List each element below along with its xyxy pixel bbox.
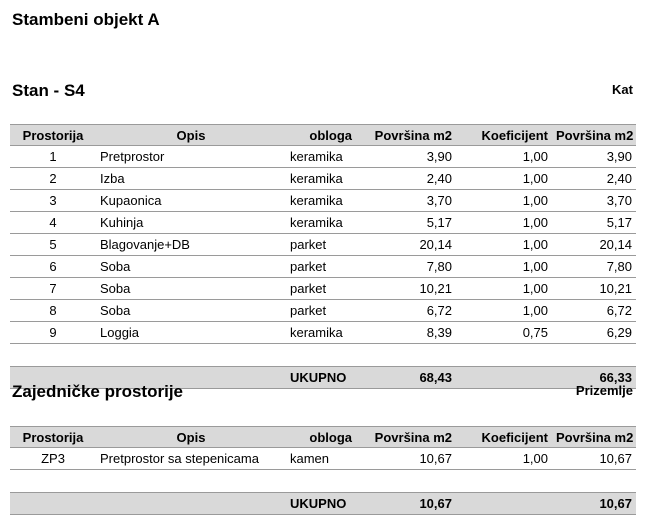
- cell-opis: Pretprostor: [96, 146, 286, 168]
- table-row: [10, 190, 636, 212]
- cell-koeficijent: 1,00: [456, 278, 552, 300]
- cell-prostorija: 2: [10, 168, 96, 190]
- total-row: [10, 493, 636, 515]
- table-row: [10, 300, 636, 322]
- cell-obloga: parket: [286, 278, 356, 300]
- cell-prostorija: 7: [10, 278, 96, 300]
- total-area: 10,67: [356, 493, 456, 515]
- cell-povrsina-weighted: 10,67: [552, 448, 636, 470]
- cell-koeficijent: 1,00: [456, 300, 552, 322]
- cell-opis: Kuhinja: [96, 212, 286, 234]
- cell-opis: Soba: [96, 278, 286, 300]
- cell-prostorija: 3: [10, 190, 96, 212]
- header-opis: Opis: [96, 427, 286, 448]
- cell-povrsina-weighted: 6,29: [552, 322, 636, 344]
- table-row: [10, 322, 636, 344]
- floor-label-kat: Kat: [612, 82, 633, 97]
- header-prostorija: Prostorija: [10, 125, 96, 146]
- page-title: Stambeni objekt A: [12, 10, 160, 29]
- table-row: [10, 234, 636, 256]
- total-weighted-area: 66,33: [552, 367, 636, 389]
- table-row: [10, 448, 636, 470]
- cell-koeficijent: 1,00: [456, 212, 552, 234]
- cell-opis: Blagovanje+DB: [96, 234, 286, 256]
- cell-obloga: parket: [286, 256, 356, 278]
- cell-povrsina-weighted: 10,21: [552, 278, 636, 300]
- table-header-row: [10, 427, 636, 448]
- cell-opis: Soba: [96, 300, 286, 322]
- total-label: UKUPNO: [286, 367, 356, 389]
- common-rooms-table: [10, 426, 636, 515]
- cell-povrsina: 7,80: [356, 256, 456, 278]
- cell-povrsina: 5,17: [356, 212, 456, 234]
- table-row: [10, 212, 636, 234]
- cell-povrsina-weighted: 7,80: [552, 256, 636, 278]
- floor-label-prizemlje: Prizemlje: [575, 383, 633, 398]
- cell-obloga: keramika: [286, 146, 356, 168]
- header-opis: Opis: [96, 125, 286, 146]
- cell-povrsina: 20,14: [356, 234, 456, 256]
- cell-povrsina: 10,67: [356, 448, 456, 470]
- header-povrsina-weighted: Površina m2: [552, 427, 636, 448]
- cell-prostorija: 1: [10, 146, 96, 168]
- header-obloga: obloga: [286, 125, 356, 146]
- cell-koeficijent: 1,00: [456, 190, 552, 212]
- cell-obloga: kamen: [286, 448, 356, 470]
- cell-prostorija: ZP3: [10, 448, 96, 470]
- section-title-stan: Stan - S4: [12, 81, 85, 100]
- table-row: [10, 278, 636, 300]
- cell-povrsina-weighted: 6,72: [552, 300, 636, 322]
- cell-povrsina-weighted: 2,40: [552, 168, 636, 190]
- cell-prostorija: 5: [10, 234, 96, 256]
- cell-opis: Pretprostor sa stepenicama: [96, 448, 286, 470]
- total-area: 68,43: [356, 367, 456, 389]
- cell-koeficijent: 1,00: [456, 256, 552, 278]
- cell-povrsina-weighted: 3,90: [552, 146, 636, 168]
- header-povrsina-weighted: Površina m2: [552, 125, 636, 146]
- cell-povrsina: 10,21: [356, 278, 456, 300]
- cell-opis: Soba: [96, 256, 286, 278]
- table-row: [10, 168, 636, 190]
- header-povrsina: Površina m2: [356, 427, 456, 448]
- cell-obloga: keramika: [286, 322, 356, 344]
- cell-obloga: parket: [286, 300, 356, 322]
- cell-koeficijent: 1,00: [456, 146, 552, 168]
- cell-prostorija: 8: [10, 300, 96, 322]
- table-row: [10, 256, 636, 278]
- cell-obloga: keramika: [286, 168, 356, 190]
- cell-prostorija: 4: [10, 212, 96, 234]
- cell-opis: Kupaonica: [96, 190, 286, 212]
- cell-povrsina-weighted: 20,14: [552, 234, 636, 256]
- cell-opis: Izba: [96, 168, 286, 190]
- cell-prostorija: 6: [10, 256, 96, 278]
- total-weighted-area: 10,67: [552, 493, 636, 515]
- table-header-row: [10, 125, 636, 146]
- cell-koeficijent: 1,00: [456, 448, 552, 470]
- cell-povrsina-weighted: 3,70: [552, 190, 636, 212]
- header-prostorija: Prostorija: [10, 427, 96, 448]
- cell-povrsina: 3,70: [356, 190, 456, 212]
- cell-prostorija: 9: [10, 322, 96, 344]
- rooms-table: [10, 124, 636, 389]
- section-title-zajednicke: Zajedničke prostorije: [12, 382, 183, 401]
- cell-povrsina: 8,39: [356, 322, 456, 344]
- cell-obloga: parket: [286, 234, 356, 256]
- cell-obloga: keramika: [286, 190, 356, 212]
- cell-koeficijent: 1,00: [456, 234, 552, 256]
- total-label: UKUPNO: [286, 493, 356, 515]
- cell-opis: Loggia: [96, 322, 286, 344]
- header-koeficijent: Koeficijent: [456, 427, 552, 448]
- cell-obloga: keramika: [286, 212, 356, 234]
- cell-povrsina: 2,40: [356, 168, 456, 190]
- header-koeficijent: Koeficijent: [456, 125, 552, 146]
- cell-koeficijent: 0,75: [456, 322, 552, 344]
- cell-koeficijent: 1,00: [456, 168, 552, 190]
- cell-povrsina-weighted: 5,17: [552, 212, 636, 234]
- table-row: [10, 146, 636, 168]
- cell-povrsina: 3,90: [356, 146, 456, 168]
- header-obloga: obloga: [286, 427, 356, 448]
- header-povrsina: Površina m2: [356, 125, 456, 146]
- cell-povrsina: 6,72: [356, 300, 456, 322]
